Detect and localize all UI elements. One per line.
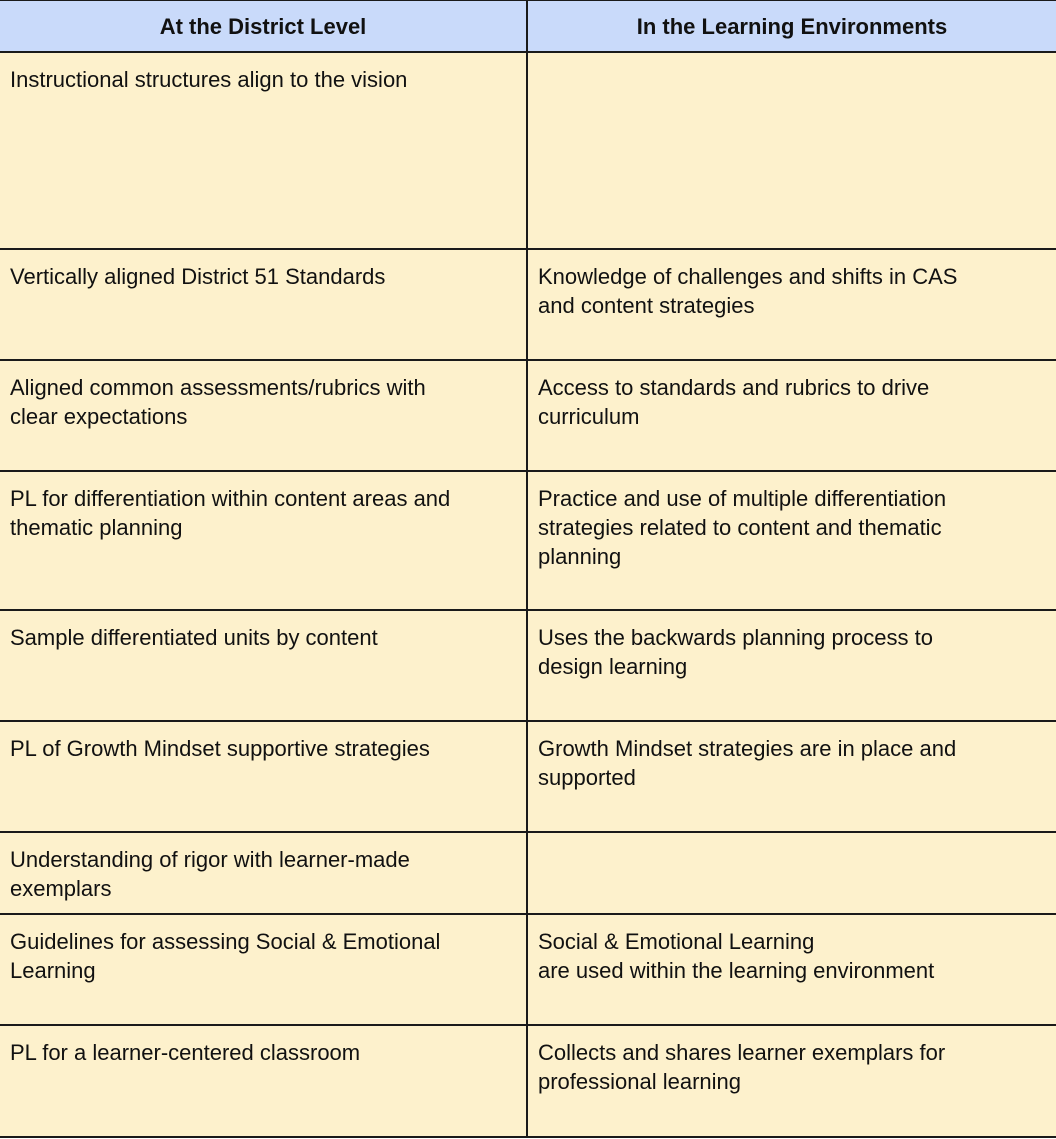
learning-environment-cell <box>528 833 1056 913</box>
learning-environment-cell: Growth Mindset strategies are in place and supported <box>528 722 1056 831</box>
learning-environment-cell <box>528 53 1056 248</box>
district-level-cell: Vertically aligned District 51 Standards <box>0 250 528 359</box>
table-row <box>0 915 1056 1026</box>
table-row <box>0 250 1056 361</box>
district-level-cell: Aligned common assessments/rubrics with clear expectations <box>0 361 528 470</box>
district-level-cell: PL for a learner-centered classroom <box>0 1026 528 1136</box>
table-row <box>0 472 1056 611</box>
table-row <box>0 1026 1056 1138</box>
district-level-cell: Sample differentiated units by content <box>0 611 528 720</box>
header-learning-environments: In the Learning Environments <box>528 1 1056 51</box>
learning-environment-cell: Practice and use of multiple differentiation strategies related to content and thematic planning <box>528 472 1056 609</box>
learning-environment-cell: Collects and shares learner exemplars for professional learning <box>528 1026 1056 1136</box>
table-row <box>0 833 1056 915</box>
learning-environment-cell: Knowledge of challenges and shifts in CAS and content strategies <box>528 250 1056 359</box>
learning-environment-cell: Access to standards and rubrics to drive curriculum <box>528 361 1056 470</box>
table-row <box>0 722 1056 833</box>
district-level-cell: Instructional structures align to the vision <box>0 53 528 248</box>
district-level-cell: Guidelines for assessing Social & Emotional Learning <box>0 915 528 1024</box>
learning-environment-cell: Social & Emotional Learning are used within the learning environment <box>528 915 1056 1024</box>
district-level-cell: Understanding of rigor with learner-made exemplars <box>0 833 528 913</box>
table-row <box>0 361 1056 472</box>
learning-environment-cell: Uses the backwards planning process to design learning <box>528 611 1056 720</box>
table-row <box>0 53 1056 250</box>
table-header-row <box>0 0 1056 53</box>
header-district-level: At the District Level <box>0 1 528 51</box>
district-level-cell: PL of Growth Mindset supportive strategies <box>0 722 528 831</box>
table-row <box>0 611 1056 722</box>
district-level-cell: PL for differentiation within content areas and thematic planning <box>0 472 528 609</box>
